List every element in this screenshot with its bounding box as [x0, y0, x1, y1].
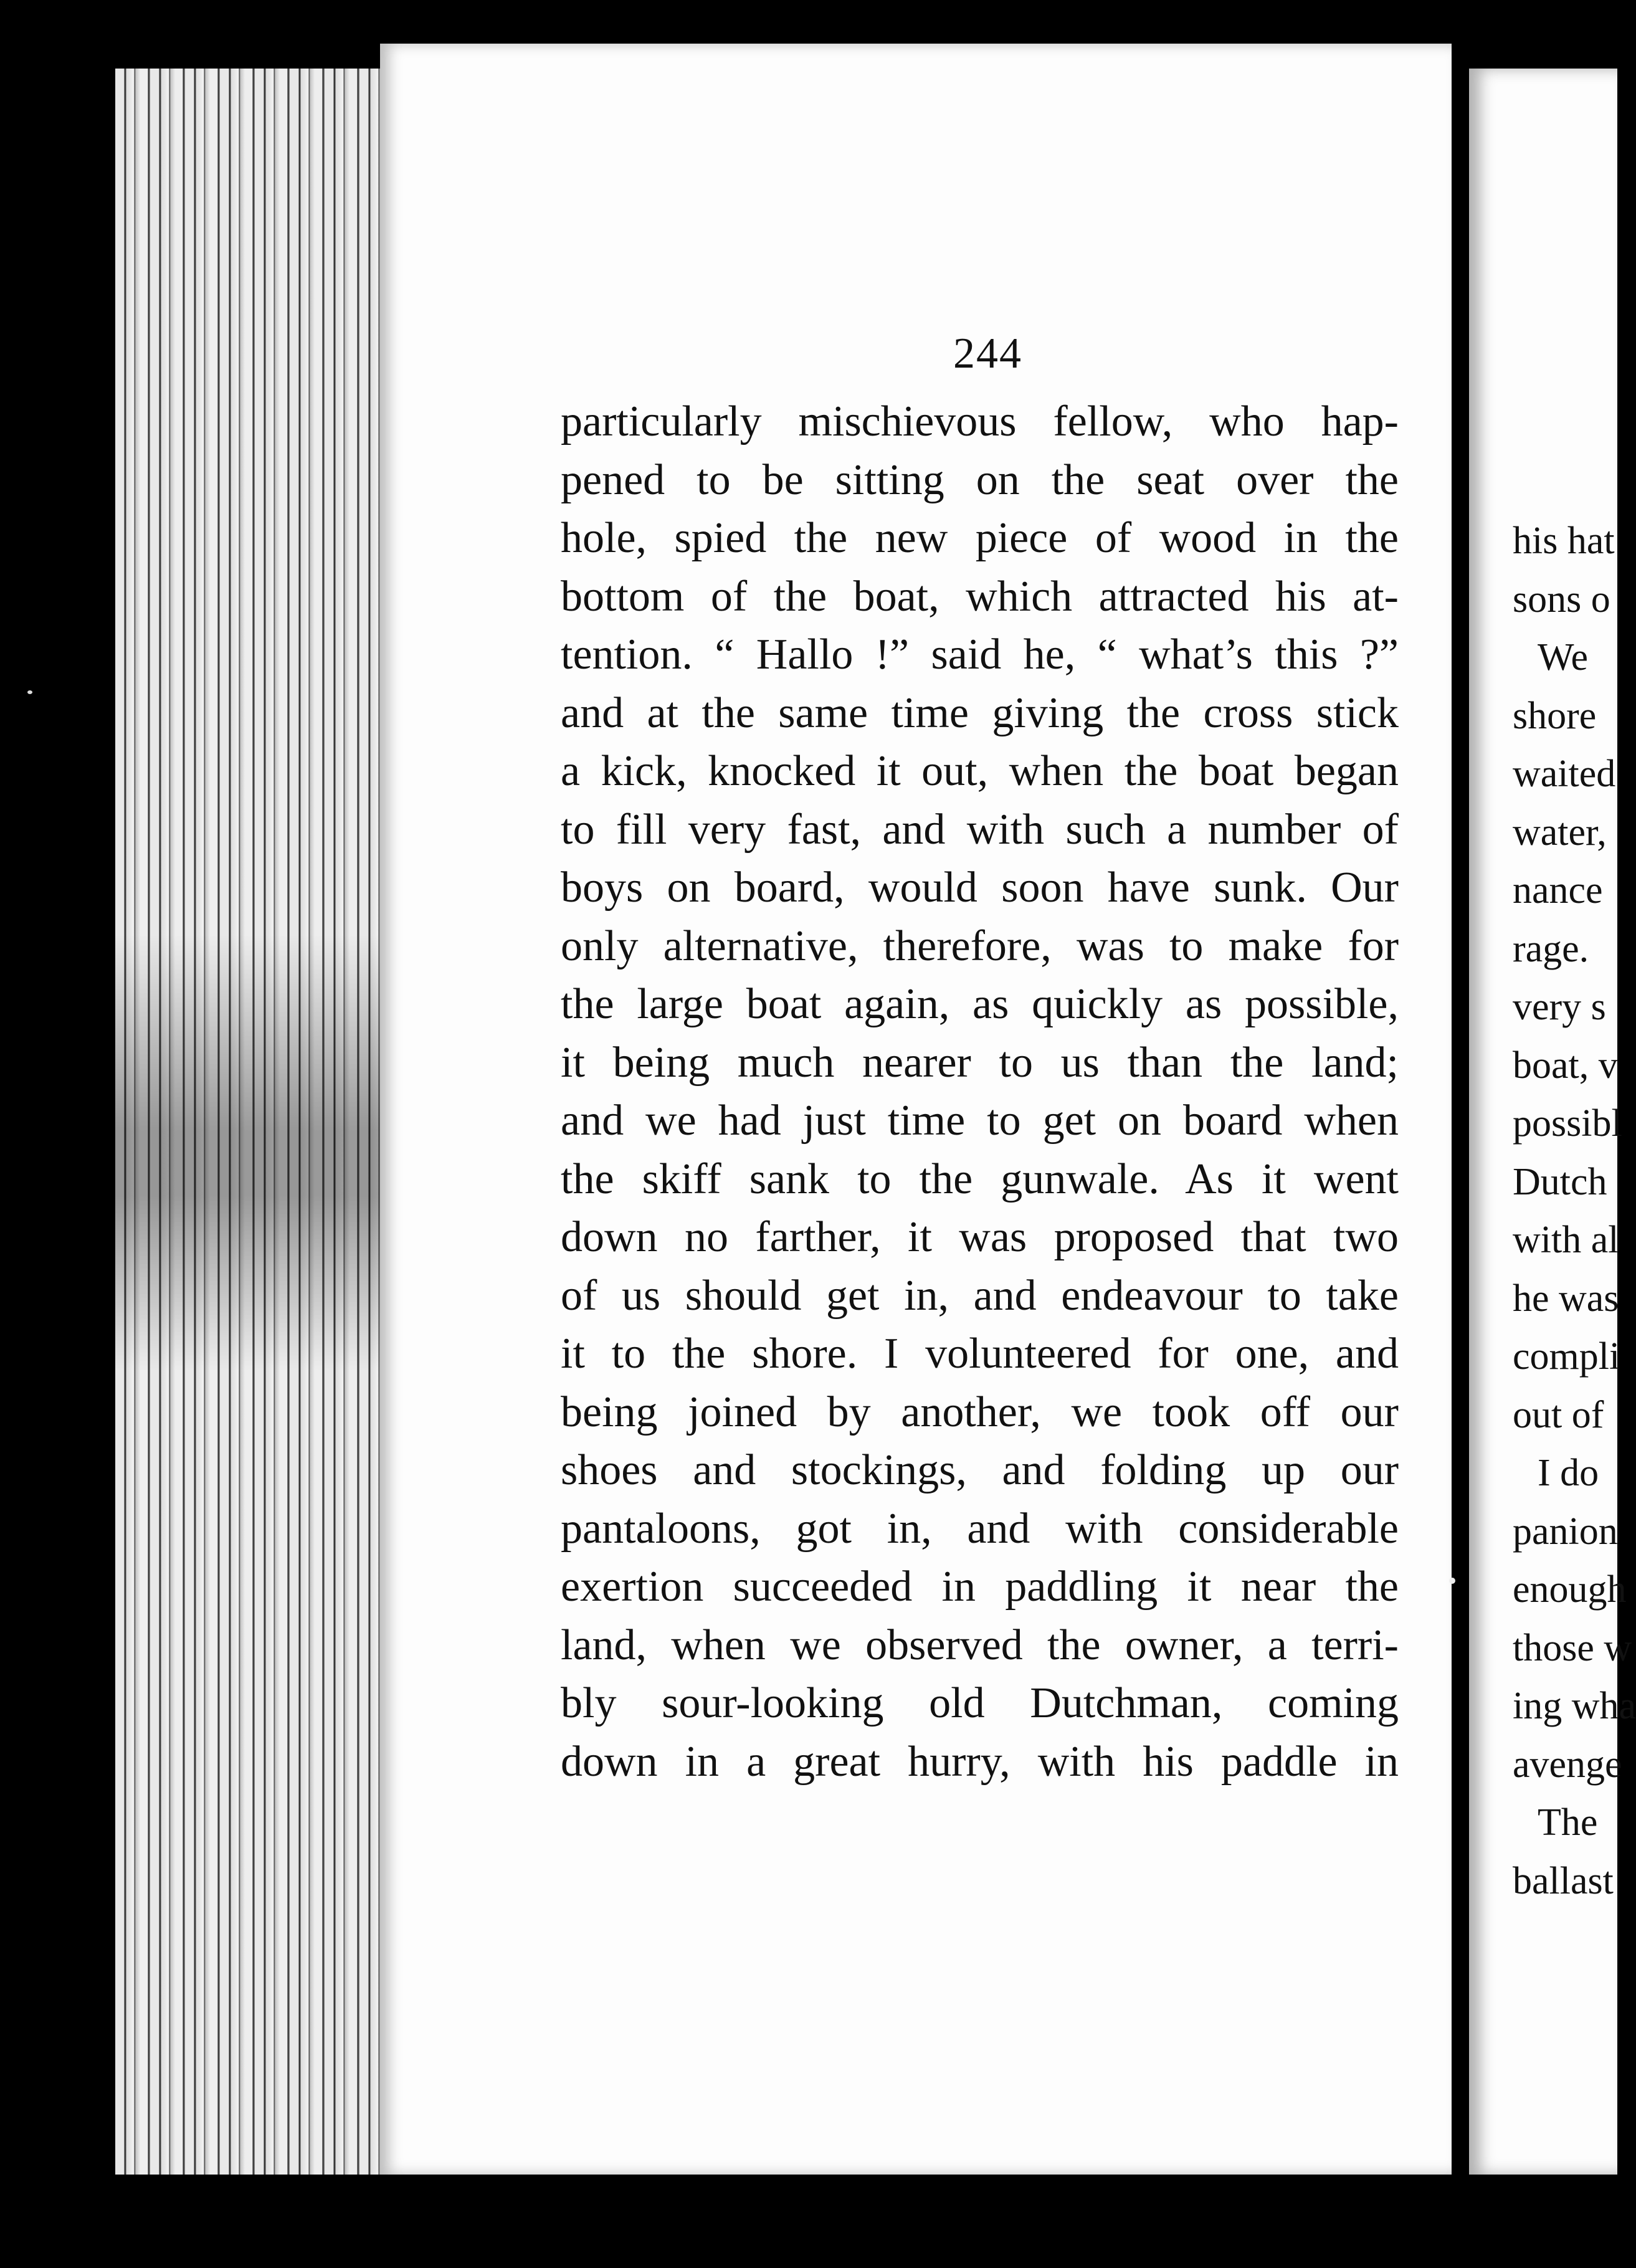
text-line: and at the same time giving the cross stick: [561, 688, 1399, 737]
facing-text-line: panion: [1513, 1510, 1618, 1553]
facing-text-line: those w: [1513, 1626, 1632, 1669]
page-edges-shadow: [115, 935, 383, 1371]
facing-text-line: We: [1538, 636, 1589, 679]
facing-text-line: he was: [1513, 1277, 1619, 1320]
facing-text-line: boat, v: [1513, 1044, 1618, 1087]
facing-text-line: rage.: [1513, 927, 1589, 970]
facing-text-line: ballast: [1513, 1859, 1614, 1902]
facing-text-line: sons o: [1513, 578, 1610, 621]
text-line: particularly mischievous fellow, who hap-: [561, 398, 1399, 446]
text-line: tention. “ Hallo !” said he, “ what’s this ?”: [561, 631, 1399, 679]
text-line: bly sour-looking old Dutchman, coming: [561, 1679, 1399, 1727]
facing-text-line: avenge: [1513, 1743, 1622, 1786]
facing-text-line: out of: [1513, 1393, 1604, 1436]
facing-text-line: I do: [1538, 1452, 1599, 1494]
text-line: shoes and stockings, and folding up our: [561, 1446, 1399, 1494]
facing-text-line: his hat: [1513, 520, 1615, 562]
text-line: a kick, knocked it out, when the boat began: [561, 747, 1399, 795]
text-line: to fill very fast, and with such a number of: [561, 805, 1399, 854]
text-line: hole, spied the new piece of wood in the: [561, 514, 1399, 562]
text-line: pened to be sitting on the seat over the: [561, 455, 1399, 504]
facing-text-line: waited: [1513, 753, 1616, 795]
text-line: down in a great hurry, with his paddle in: [561, 1737, 1399, 1786]
facing-text-line: with al: [1513, 1219, 1619, 1261]
text-line: land, when we observed the owner, a terri-: [561, 1621, 1399, 1669]
dot-mark: [1449, 1578, 1455, 1584]
facing-text-line: enough: [1513, 1568, 1627, 1611]
facing-text-line: shore: [1513, 694, 1597, 737]
facing-text-line: nance: [1513, 869, 1603, 912]
text-line: exertion succeeded in paddling it near the: [561, 1563, 1399, 1611]
text-line: down no farther, it was proposed that two: [561, 1213, 1399, 1261]
text-line: the skiff sank to the gunwale. As it went: [561, 1155, 1399, 1203]
facing-text-line: ing wha: [1513, 1685, 1636, 1727]
text-line: it to the shore. I volunteered for one, and: [561, 1330, 1399, 1378]
text-line: bottom of the boat, which attracted his at-: [561, 572, 1399, 621]
text-line: being joined by another, we took off our: [561, 1388, 1399, 1436]
page-number: 244: [953, 330, 1022, 378]
text-line: of us should get in, and endeavour to take: [561, 1271, 1399, 1320]
facing-page-text: [1513, 512, 1636, 1910]
text-line: pantaloons, got in, and with considerable: [561, 1504, 1399, 1553]
facing-text-line: Dutch: [1513, 1160, 1607, 1203]
text-line: boys on board, would soon have sunk. Our: [561, 864, 1399, 912]
gutter: [1452, 44, 1469, 2224]
facing-text-line: water,: [1513, 811, 1607, 854]
text-line: it being much nearer to us than the land;: [561, 1038, 1399, 1087]
facing-text-line: possibl: [1513, 1102, 1622, 1145]
facing-text-line: compli: [1513, 1335, 1620, 1378]
text-line: and we had just time to get on board when: [561, 1097, 1399, 1145]
body-text: [561, 393, 1399, 1791]
facing-text-line: The: [1538, 1801, 1598, 1844]
stray-mark: [27, 690, 32, 694]
facing-page: [1469, 69, 1636, 2175]
facing-text-line: very s: [1513, 986, 1606, 1028]
text-line: only alternative, therefore, was to make for: [561, 922, 1399, 970]
text-line: the large boat again, as quickly as possible,: [561, 980, 1399, 1028]
